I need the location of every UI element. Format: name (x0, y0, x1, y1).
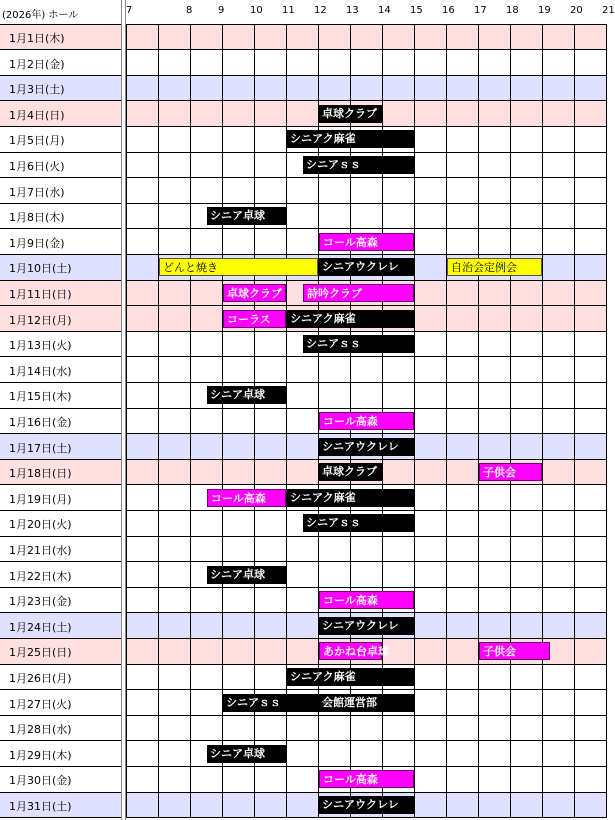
event-block[interactable]: シニアク麻雀 (287, 668, 414, 686)
date-label: 1月27日(火) (9, 697, 72, 711)
date-label: 1月3日(土) (9, 83, 65, 97)
row-divider (0, 484, 606, 485)
event-block[interactable]: シニア卓球 (207, 386, 286, 404)
hour-gridline (478, 24, 479, 818)
hour-gridline (190, 24, 191, 818)
row-divider (0, 459, 606, 460)
hour-label: 19 (538, 5, 551, 16)
hour-label: 11 (282, 5, 295, 16)
event-block[interactable]: シニアウクレレ (319, 796, 414, 814)
row-divider (0, 664, 606, 665)
hour-gridline (606, 24, 607, 818)
row-divider (0, 254, 606, 255)
date-label: 1月14日(水) (9, 364, 72, 378)
day-row (0, 50, 606, 76)
day-row (0, 382, 606, 408)
row-divider (0, 740, 606, 741)
hour-label: 14 (378, 5, 391, 16)
day-row (0, 715, 606, 741)
date-label: 1月19日(月) (9, 492, 72, 506)
row-divider (0, 203, 606, 204)
column-separator (121, 0, 126, 820)
row-divider (0, 280, 606, 281)
event-block[interactable]: シニアウクレレ (319, 617, 414, 635)
day-row (0, 536, 606, 562)
row-divider (0, 228, 606, 229)
date-label: 1月10日(土) (9, 262, 72, 276)
hour-label: 10 (250, 5, 263, 16)
event-block[interactable]: シニアｓｓ (223, 694, 318, 712)
event-block[interactable]: 卓球クラブ (319, 463, 382, 481)
event-block[interactable]: どんと焼き (159, 258, 318, 276)
hour-gridline (542, 24, 543, 818)
event-block[interactable]: 卓球クラブ (319, 105, 382, 123)
date-label: 1月17日(土) (9, 441, 72, 455)
row-divider (0, 75, 606, 76)
hour-label: 17 (474, 5, 487, 16)
day-row (0, 766, 606, 792)
event-block[interactable]: コーラス (223, 310, 286, 328)
date-label: 1月7日(水) (9, 185, 65, 199)
hour-gridline (574, 24, 575, 818)
date-label: 1月13日(火) (9, 339, 72, 353)
event-block[interactable]: シニア卓球 (207, 745, 286, 763)
row-divider (0, 408, 606, 409)
event-block[interactable]: コール高森 (319, 770, 414, 788)
day-row (0, 24, 606, 50)
day-row (0, 229, 606, 255)
hour-gridline (446, 24, 447, 818)
event-block[interactable]: あかね台卓球 (319, 642, 382, 660)
date-label: 1月28日(水) (9, 723, 72, 737)
row-divider (0, 356, 606, 357)
hour-label: 16 (442, 5, 455, 16)
row-divider (0, 382, 606, 383)
hour-label: 21 (602, 5, 615, 16)
day-row (0, 408, 606, 434)
row-divider (0, 510, 606, 511)
date-label: 1月26日(月) (9, 672, 72, 685)
day-row (0, 75, 606, 101)
date-label: 1月15日(木) (9, 390, 72, 404)
row-divider (0, 612, 606, 613)
hour-label: 12 (314, 5, 327, 16)
schedule-title: (2026年) ホール (2, 10, 79, 21)
row-divider (0, 177, 606, 178)
day-row (0, 587, 606, 613)
day-row (0, 357, 606, 383)
date-label: 1月25日(日) (9, 646, 72, 660)
hour-label: 7 (126, 5, 133, 16)
row-divider (0, 24, 606, 25)
event-block[interactable]: 子供会 (479, 463, 542, 481)
date-label: 1月6日(火) (9, 160, 65, 173)
hour-label: 13 (346, 5, 359, 16)
hour-gridline (158, 24, 159, 818)
hour-label: 9 (218, 5, 225, 16)
row-divider (0, 561, 606, 562)
row-divider (0, 536, 606, 537)
date-label: 1月5日(月) (9, 134, 65, 148)
event-block[interactable]: 自治会定例会 (447, 258, 542, 276)
row-divider (0, 126, 606, 127)
hour-label: 20 (570, 5, 583, 16)
event-block[interactable]: シニアウクレレ (319, 438, 414, 456)
day-row (0, 203, 606, 229)
event-block[interactable]: シニア卓球 (207, 566, 286, 584)
day-row (0, 741, 606, 767)
event-block[interactable]: シニアｓｓ (303, 335, 414, 353)
date-label: 1月30日(金) (9, 774, 72, 788)
hour-label: 8 (186, 5, 193, 16)
day-row (0, 178, 606, 204)
event-block[interactable]: シニア卓球 (207, 207, 286, 225)
event-block[interactable]: シニアウクレレ (319, 258, 414, 276)
day-row (0, 613, 606, 639)
event-block[interactable]: コール高森 (319, 233, 414, 251)
date-label: 1月18日(日) (9, 467, 72, 481)
row-divider (0, 305, 606, 306)
date-label: 1月31日(土) (9, 800, 72, 813)
date-label: 1月16日(金) (9, 416, 72, 429)
row-divider (0, 638, 606, 639)
row-divider (0, 100, 606, 101)
date-label: 1月11日(日) (9, 288, 72, 301)
hour-label: 15 (410, 5, 423, 16)
date-label: 1月22日(木) (9, 569, 72, 583)
day-row (0, 792, 606, 818)
date-label: 1月29日(木) (9, 748, 72, 762)
date-label: 1月24日(土) (9, 620, 72, 634)
event-block[interactable]: コール高森 (319, 591, 414, 609)
row-divider (0, 152, 606, 153)
event-block[interactable]: シニアク麻雀 (287, 310, 414, 328)
row-divider (0, 587, 606, 588)
date-label: 1月20日(火) (9, 518, 72, 532)
row-divider (0, 49, 606, 50)
date-label: 1月1日(木) (9, 32, 65, 45)
event-block[interactable]: 詩吟クラブ (303, 284, 414, 302)
event-block[interactable]: 子供会 (479, 642, 550, 660)
event-block[interactable]: シニアク麻雀 (287, 130, 414, 148)
row-divider (0, 817, 606, 818)
event-block[interactable]: シニアｓｓ (303, 156, 414, 174)
date-label: 1月21日(水) (9, 544, 72, 557)
row-divider (0, 433, 606, 434)
day-row (0, 101, 606, 127)
date-label: 1月9日(金) (9, 236, 65, 250)
date-label: 1月8日(木) (9, 211, 65, 225)
row-divider (0, 766, 606, 767)
day-row (0, 562, 606, 588)
event-block[interactable]: コール高森 (319, 412, 414, 430)
event-block[interactable]: 会館運営部 (319, 694, 414, 712)
date-label: 1月12日(月) (9, 313, 72, 327)
event-block[interactable]: コール高森 (207, 489, 286, 507)
event-block[interactable]: シニアク麻雀 (287, 489, 414, 507)
date-label: 1月4日(日) (9, 108, 65, 122)
event-block[interactable]: 卓球クラブ (223, 284, 286, 302)
hour-gridline (510, 24, 511, 818)
row-divider (0, 715, 606, 716)
row-divider (0, 792, 606, 793)
hour-label: 18 (506, 5, 519, 16)
hour-gridline (414, 24, 415, 818)
row-divider (0, 689, 606, 690)
date-label: 1月23日(金) (9, 595, 72, 609)
day-row (0, 434, 606, 460)
date-label: 1月2日(金) (9, 57, 65, 71)
row-divider (0, 331, 606, 332)
hour-gridline (126, 24, 127, 818)
event-block[interactable]: シニアｓｓ (303, 514, 414, 532)
